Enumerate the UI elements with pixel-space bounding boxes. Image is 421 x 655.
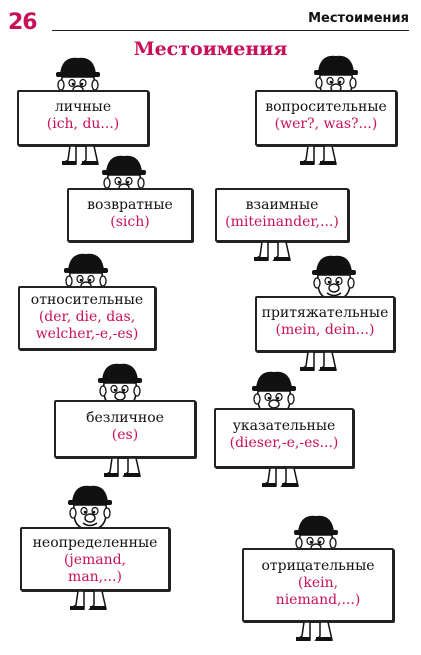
sign-examples: (wer?, was?...): [274, 116, 378, 132]
sign-label: безличное: [86, 410, 164, 426]
sign-label: указательные: [232, 418, 336, 434]
sign-examples: (dieser,-e,-es...): [229, 435, 339, 451]
header-rule: [52, 30, 409, 31]
sign-interrogative-pronouns: [255, 90, 397, 146]
sign-examples: (miteinander,...): [225, 214, 339, 230]
sign-indefinite-pronouns: [20, 527, 170, 591]
sign-label: неопределенные: [32, 535, 158, 551]
sign-negative-pronouns: [242, 548, 394, 622]
sign-personal-pronouns: [17, 90, 149, 146]
sign-examples-line-1: (der, die, das,: [38, 309, 136, 325]
sign-relative-pronouns: [18, 286, 156, 350]
cartoon-man-legs-icon: [70, 591, 110, 613]
cartoon-man-head-icon: [306, 248, 366, 300]
page-title: Местоимения: [133, 38, 288, 60]
cartoon-man-legs-icon: [300, 146, 340, 168]
running-title: Местоимения: [308, 11, 409, 26]
sign-demonstrative-pronouns: [214, 408, 354, 468]
sign-examples-line-2: welcher,-e,-es): [35, 326, 139, 342]
sign-examples-line-1: (kein,: [297, 575, 339, 591]
sign-examples-line-1: (jemand,: [63, 552, 127, 568]
sign-examples: (es): [111, 427, 139, 443]
sign-examples-line-2: man,...): [68, 569, 122, 585]
cartoon-man-legs-icon: [262, 468, 302, 490]
sign-label: взаимные: [245, 197, 319, 213]
sign-examples: (ich, du...): [46, 116, 120, 132]
cartoon-man-legs-icon: [104, 458, 144, 480]
sign-examples: (sich): [110, 214, 150, 230]
sign-reflexive-pronouns: [67, 188, 193, 242]
cartoon-man-legs-icon: [300, 352, 340, 374]
cartoon-man-legs-icon: [254, 242, 294, 264]
sign-label: возвратные: [87, 197, 173, 213]
sign-possessive-pronouns: [255, 296, 395, 352]
page-number: 26: [8, 10, 37, 35]
sign-label: притяжательные: [261, 305, 389, 321]
sign-label: личные: [54, 99, 112, 115]
sign-label: вопросительные: [265, 99, 387, 115]
sign-label: относительные: [30, 292, 144, 308]
cartoon-man-legs-icon: [296, 622, 336, 644]
sign-examples-line-2: niemand,...): [275, 592, 361, 608]
cartoon-man-head-icon: [62, 478, 122, 530]
sign-examples: (mein, dein...): [275, 322, 375, 338]
sign-reciprocal-pronouns: [215, 188, 349, 242]
sign-label: отрицательные: [261, 558, 375, 574]
sign-impersonal-pronoun: [54, 400, 196, 458]
